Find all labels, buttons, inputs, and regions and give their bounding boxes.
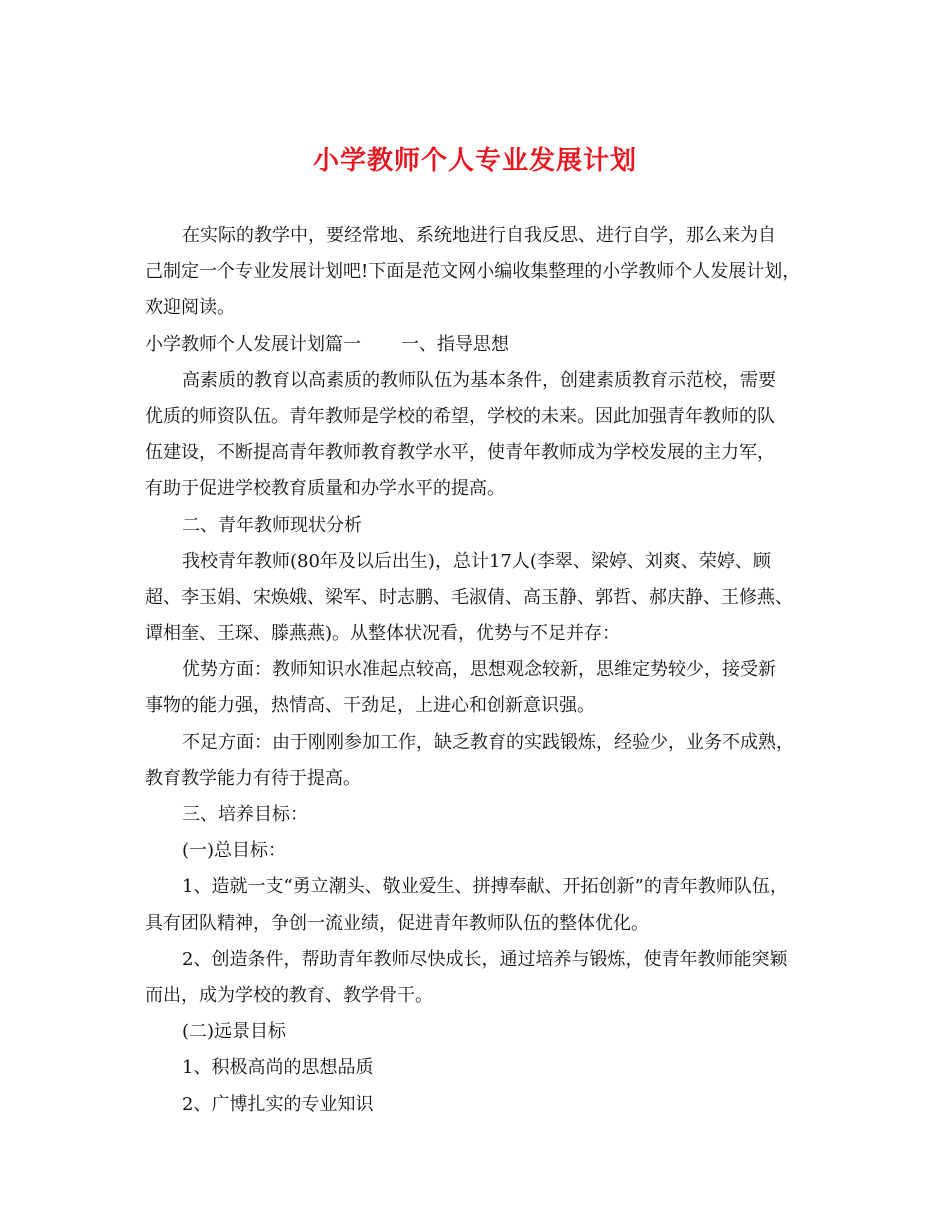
text-line (145, 906, 815, 942)
text-line (145, 869, 815, 905)
text-line (145, 833, 815, 869)
text-line (145, 1087, 815, 1123)
text-line (145, 363, 815, 399)
text-line (145, 688, 815, 724)
text-line-content: 具有团队精神，争创一流业绩，促进青年教师队伍的整体优化。 (145, 912, 649, 934)
text-line (145, 580, 815, 616)
text-line (145, 1050, 815, 1086)
text-line-content: (一)总目标： (182, 840, 287, 862)
text-line (145, 327, 815, 363)
text-line-content: 有助于促进学校教育质量和办学水平的提高。 (145, 478, 505, 500)
text-line (145, 254, 815, 290)
text-line (145, 544, 815, 580)
text-line (145, 616, 815, 652)
text-line-content: 小学教师个人发展计划篇一 (145, 333, 361, 355)
text-line-content: 而出，成为学校的教育、教学骨干。 (145, 984, 433, 1006)
text-line-content: 1、造就一支“勇立潮头、敬业爱生、拼搏奉献、开拓创新”的青年教师队伍， (182, 876, 788, 898)
text-line-content: 超、李玉娟、宋焕娥、梁军、时志鹏、毛淑倩、高玉静、郭哲、郝庆静、王修燕、 (145, 586, 793, 608)
text-line-content: 2、广博扎实的专业知识 (182, 1093, 374, 1115)
text-line-content: 己制定一个专业发展计划吧!下面是范文网小编收集整理的小学教师个人发展计划， (145, 261, 801, 283)
text-line-content: (二)远景目标 (182, 1021, 287, 1043)
text-line-content: 1、积极高尚的思想品质 (182, 1057, 374, 1079)
text-line-content: 二、青年教师现状分析 (182, 514, 362, 536)
text-line-content: 优质的师资队伍。青年教师是学校的希望，学校的未来。因此加强青年教师的队 (145, 405, 775, 427)
text-line-content: 事物的能力强，热情高、干劲足，上进心和创新意识强。 (145, 695, 595, 717)
text-line (145, 471, 815, 507)
text-line-content: 欢迎阅读。 (145, 297, 235, 319)
text-line (145, 652, 815, 688)
text-line (145, 508, 815, 544)
document-body (145, 218, 815, 1123)
text-line (145, 942, 815, 978)
text-line-content: 三、培养目标： (182, 804, 308, 825)
text-line-content: 高素质的教育以高素质的教师队伍为基本条件，创建素质教育示范校，需要 (182, 369, 776, 391)
text-line-content: 谭相奎、王琛、滕燕燕)。从整体状况看，优势与不足并存： (145, 623, 621, 645)
text-line-content: 不足方面：由于刚刚参加工作，缺乏教育的实践锻炼，经验少，业务不成熟， (182, 731, 794, 753)
text-line (145, 797, 815, 833)
text-line (145, 399, 815, 435)
text-line-content: 2、创造条件，帮助青年教师尽快成长，通过培养与锻炼，使青年教师能突颖 (182, 948, 788, 970)
text-line-content: 伍建设，不断提高青年教师教育教学水平，使青年教师成为学校发展的主力军， (145, 442, 775, 464)
text-line-content: 优势方面：教师知识水准起点较高，思想观念较新，思维定势较少，接受新 (182, 659, 776, 681)
text-line (145, 761, 815, 797)
text-line (145, 978, 815, 1014)
text-line (145, 1014, 815, 1050)
text-line (145, 725, 815, 761)
text-line (145, 218, 815, 254)
text-line (145, 435, 815, 471)
text-line-content: 教育教学能力有待于提高。 (145, 767, 361, 789)
text-line (145, 290, 815, 326)
document-title: 小学教师个人专业发展计划 (312, 146, 637, 176)
section-heading: 一、指导思想 (401, 333, 509, 355)
text-line-content: 在实际的教学中，要经常地、系统地进行自我反思、进行自学，那么来为自 (182, 225, 776, 246)
text-line-content: 我校青年教师(80年及以后出生)，总计17人(李翠、梁婷、刘爽、荣婷、顾 (182, 550, 771, 572)
